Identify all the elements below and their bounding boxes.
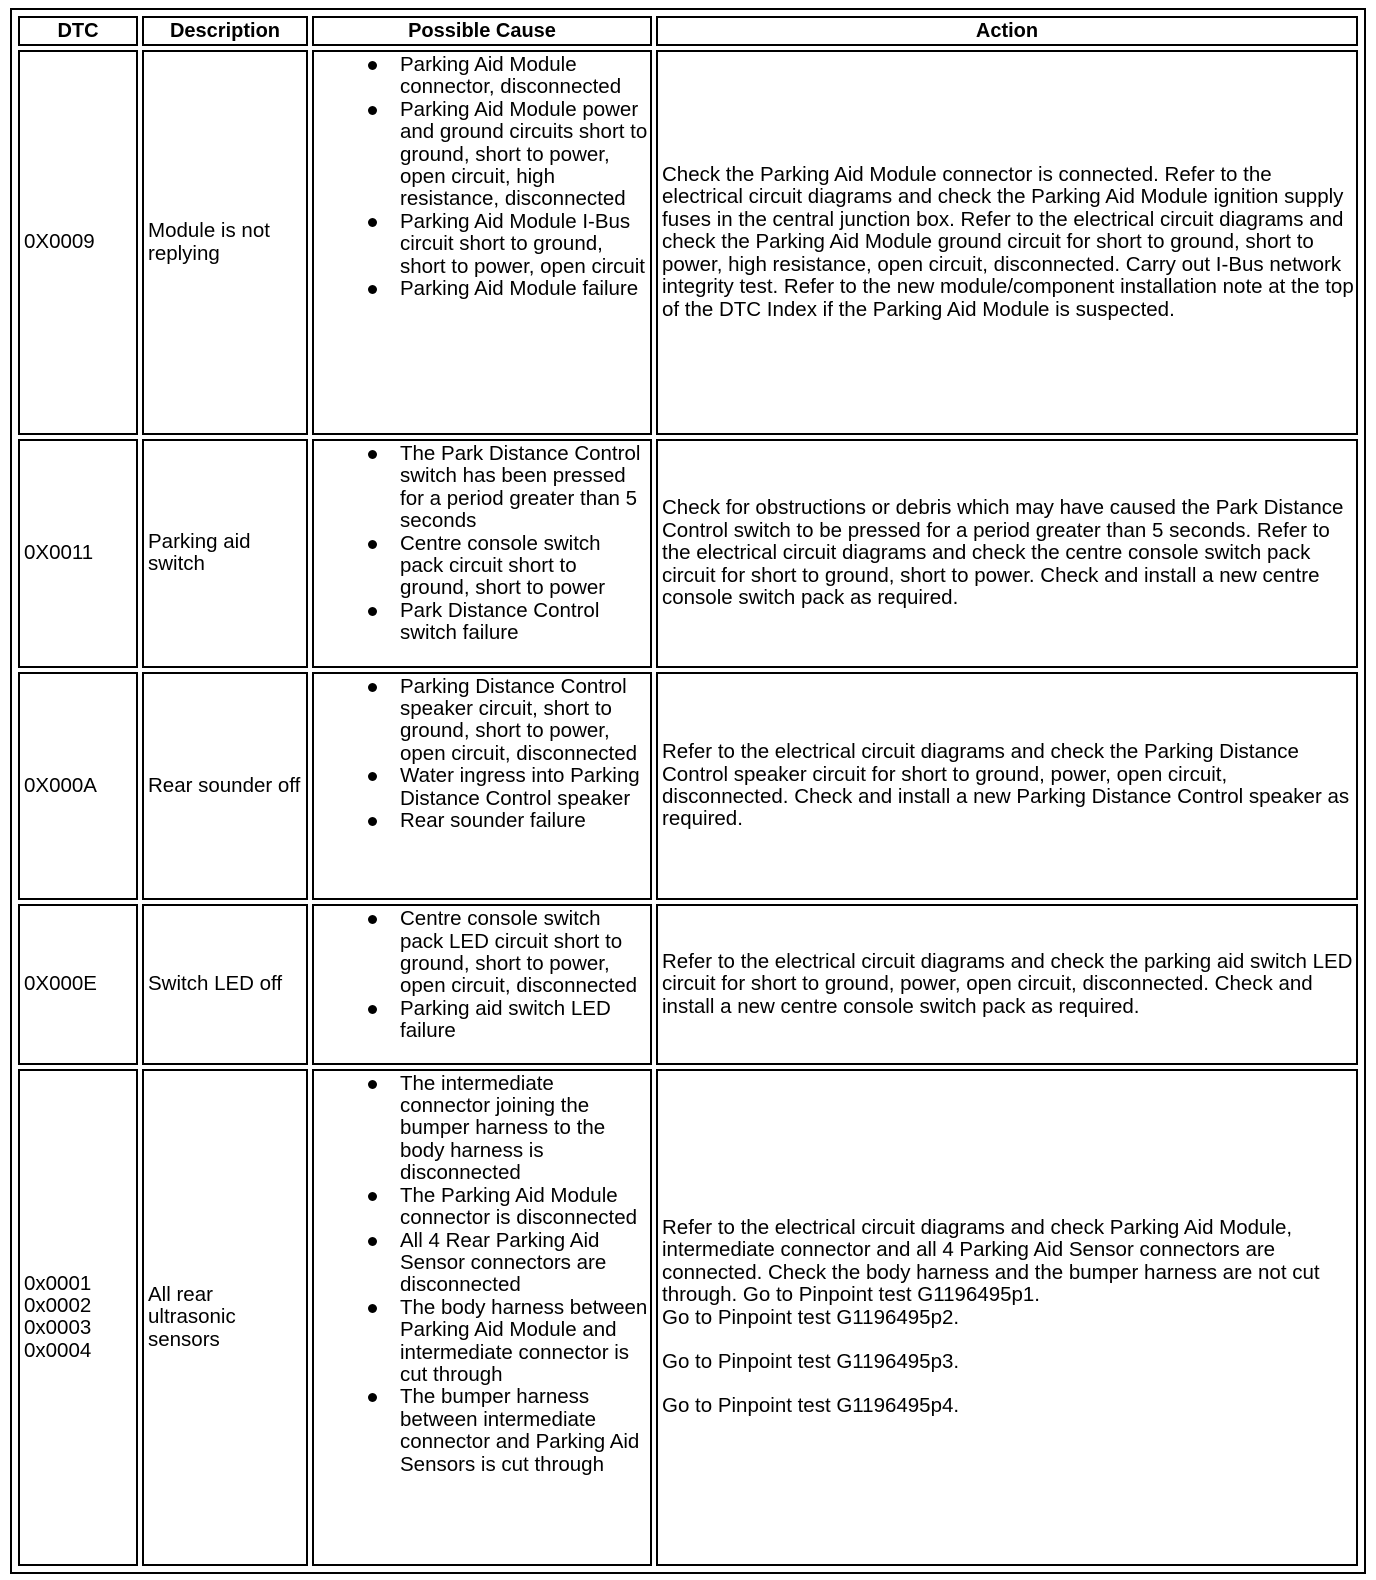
action-text: Check for obstructions or debris which may have caused the Park Distance Control switch to be pressed for a period greater than 5 seconds. Refer to the electrical circuit diagrams and check the centre console switch pack circuit for short to ground, short to power. Check and install a new centre console switch pack as required. (662, 496, 1344, 609)
action-cell (656, 439, 1358, 668)
cause-item: The intermediate connector joining the bumper harness to the body harness is disconnected (400, 1073, 648, 1185)
cause-item: Parking aid switch LED failure (400, 998, 648, 1043)
cause-list (314, 908, 648, 1042)
dtc-table (14, 12, 1362, 1570)
description-cell: Parking aid switch (142, 439, 308, 668)
action-text: Check the Parking Aid Module connector is connected. Refer to the electrical circuit diagrams and check the Parking Aid Module ignition supply fuses in the central junction box. Refer to the electrical circuit diagrams and check the Parking Aid Module ground circuit for short to ground, short to power, high resistance, open circuit, disconnected. Carry out I-Bus network integrity test. Refer to the new module/component installation note at the top of the DTC Index if the Parking Aid Module is suspected. (662, 163, 1354, 321)
cause-item: Parking Aid Module connector, disconnected (400, 54, 648, 99)
dtc-code-cell (18, 1069, 138, 1566)
cause-item: The bumper harness between intermediate connector and Parking Aid Sensors is cut through (400, 1386, 648, 1476)
dtc-code-cell (18, 439, 138, 668)
cause-cell (312, 904, 652, 1064)
action-text: Refer to the electrical circuit diagrams and check Parking Aid Module, intermediate connector and all 4 Parking Aid Sensor connectors are connected. Check the body harness and the bumper harness are not cut through. Go to Pinpoint test G1196495p1. (662, 1215, 1320, 1307)
cause-cell (312, 50, 652, 435)
cause-list (314, 443, 648, 645)
table-row (18, 1069, 1358, 1566)
cause-item: The Parking Aid Module connector is disconnected (400, 1185, 648, 1230)
dtc-code: 0X0009 (24, 230, 95, 254)
cause-item: Parking Aid Module failure (400, 278, 648, 300)
action-text: Go to Pinpoint test G1196495p2. (662, 1305, 960, 1329)
header-action: Action (656, 16, 1358, 46)
dtc-code: 0x0002 (24, 1293, 92, 1317)
header-dtc: DTC (18, 16, 138, 46)
cause-list (314, 676, 648, 833)
cause-item: Parking Aid Module power and ground circuits short to ground, short to power, open circuit, high resistance, disconnected (400, 97, 648, 211)
action-cell (656, 1069, 1358, 1566)
dtc-code: 0X000E (24, 972, 97, 996)
cause-item: Centre console switch pack circuit short to ground, short to power (400, 533, 648, 600)
action-text: Go to Pinpoint test G1196495p3. (662, 1349, 960, 1373)
dtc-code: 0x0001 (24, 1271, 92, 1295)
description-cell: Rear sounder off (142, 672, 308, 901)
dtc-code: 0x0003 (24, 1316, 92, 1340)
cause-item: All 4 Rear Parking Aid Sensor connectors are disconnected (400, 1230, 648, 1297)
dtc-code: 0X0011 (24, 541, 94, 565)
dtc-code-cell (18, 50, 138, 435)
table-row (18, 672, 1358, 901)
action-text: Refer to the electrical circuit diagrams and check the Parking Distance Control speaker circuit for short to ground, power, open circuit, disconnected. Check and install a new Parking Distance Control speaker as required. (662, 740, 1350, 831)
dtc-table-frame (10, 8, 1366, 1574)
header-description: Description (142, 16, 308, 46)
dtc-code: 0X000A (24, 773, 97, 797)
cause-item: Rear sounder failure (400, 810, 648, 832)
cause-list (314, 54, 648, 300)
cause-item: The Park Distance Control switch has been pressed for a period greater than 5 seconds (400, 443, 648, 533)
cause-item: The body harness between Parking Aid Module and intermediate connector is cut through (400, 1295, 648, 1386)
cause-cell (312, 1069, 652, 1566)
description-cell: Switch LED off (142, 904, 308, 1064)
table-row (18, 50, 1358, 435)
cause-cell (312, 672, 652, 901)
action-cell (656, 672, 1358, 901)
cause-item: Centre console switch pack LED circuit short to ground, short to power, open circuit, disconnected (400, 908, 648, 998)
action-cell (656, 904, 1358, 1064)
header-row (18, 16, 1358, 46)
header-possible-cause: Possible Cause (312, 16, 652, 46)
action-cell (656, 50, 1358, 435)
description-cell: Module is not replying (142, 50, 308, 435)
dtc-code: 0x0004 (24, 1338, 92, 1362)
cause-cell (312, 439, 652, 668)
cause-item: Parking Distance Control speaker circuit, short to ground, short to power, open circuit, disconnected (400, 676, 648, 766)
cause-item: Parking Aid Module I-Bus circuit short to ground, short to power, open circuit (400, 211, 648, 278)
cause-list (314, 1073, 648, 1476)
table-row (18, 904, 1358, 1064)
cause-item: Water ingress into Parking Distance Control speaker (400, 765, 648, 810)
dtc-code-cell (18, 672, 138, 901)
action-text: Go to Pinpoint test G1196495p4. (662, 1394, 960, 1418)
description-cell: All rear ultrasonic sensors (142, 1069, 308, 1566)
cause-item: Park Distance Control switch failure (400, 600, 648, 645)
dtc-code-cell (18, 904, 138, 1064)
table-row (18, 439, 1358, 668)
spacer (662, 1373, 1354, 1395)
action-text: Refer to the electrical circuit diagrams and check the parking aid switch LED circuit for short to ground, power, open circuit, disconnected. Check and install a new centre console switch pack as required. (662, 949, 1353, 1018)
spacer (662, 1329, 1354, 1351)
